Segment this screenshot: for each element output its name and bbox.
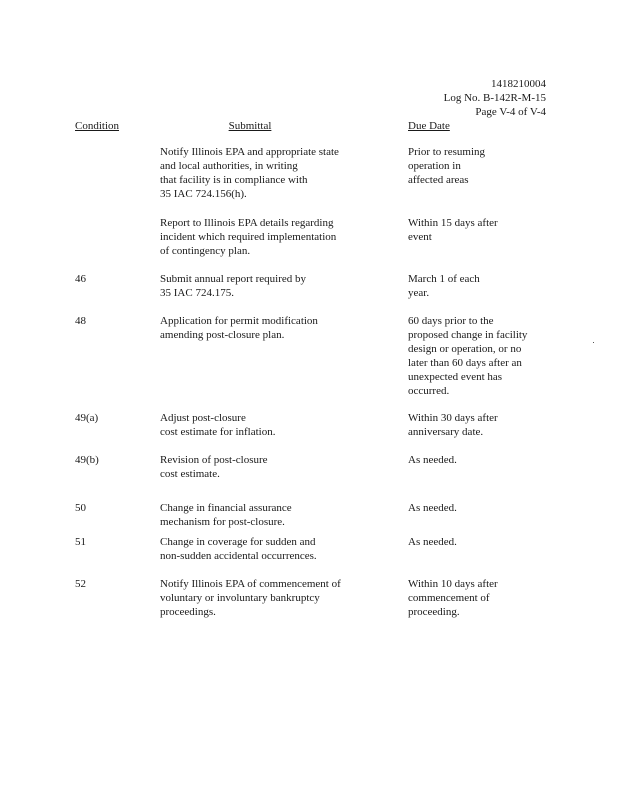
due-date-line: As needed. bbox=[408, 536, 457, 548]
due-date-line: anniversary date. bbox=[408, 426, 484, 438]
submittal-line: Report to Illinois EPA details regarding bbox=[160, 217, 334, 229]
due-date-line: proceeding. bbox=[408, 606, 460, 618]
submittal-line: 35 IAC 724.156(h). bbox=[160, 188, 247, 200]
due-date-line: occurred. bbox=[408, 385, 450, 397]
due-date-line: unexpected event has bbox=[408, 371, 503, 383]
due-date-line: March 1 of each bbox=[408, 273, 480, 285]
submittal-line: proceedings. bbox=[160, 606, 216, 618]
submittal-cell bbox=[160, 453, 380, 481]
due-date-line: As needed. bbox=[408, 502, 457, 514]
due-date-cell bbox=[408, 535, 558, 549]
column-header-due-date: Due Date bbox=[408, 120, 450, 132]
due-date-cell bbox=[408, 453, 558, 467]
condition-cell: 49(b) bbox=[75, 454, 99, 466]
submittal-cell bbox=[160, 501, 380, 529]
condition-cell: 48 bbox=[75, 315, 86, 327]
submittal-line: cost estimate. bbox=[160, 468, 220, 480]
submittal-line: Change in coverage for sudden and bbox=[160, 536, 316, 548]
due-date-line: Within 30 days after bbox=[408, 412, 498, 424]
log-number: Log No. B-142R-M-15 bbox=[443, 92, 546, 104]
due-date-line: Within 15 days after bbox=[408, 217, 498, 229]
due-date-line: Within 10 days after bbox=[408, 578, 498, 590]
due-date-cell bbox=[408, 501, 558, 515]
condition-cell: 50 bbox=[75, 502, 86, 514]
submittal-cell bbox=[160, 535, 380, 563]
submittal-line: amending post-closure plan. bbox=[160, 329, 285, 341]
submittal-line: cost estimate for inflation. bbox=[160, 426, 276, 438]
due-date-line: operation in bbox=[408, 160, 461, 172]
due-date-cell bbox=[408, 272, 558, 300]
due-date-line: proposed change in facility bbox=[408, 329, 528, 341]
due-date-line: year. bbox=[408, 287, 430, 299]
due-date-line: design or operation, or no bbox=[408, 343, 522, 355]
submittal-line: of contingency plan. bbox=[160, 245, 251, 257]
document-id: 1418210004 bbox=[491, 78, 546, 90]
condition-cell: 51 bbox=[75, 536, 86, 548]
due-date-cell bbox=[408, 411, 558, 439]
column-header-submittal: Submittal bbox=[228, 120, 272, 132]
condition-cell: 46 bbox=[75, 273, 86, 285]
submittal-cell bbox=[160, 216, 380, 258]
submittal-line: non-sudden accidental occurrences. bbox=[160, 550, 317, 562]
submittal-line: Revision of post-closure bbox=[160, 454, 268, 466]
due-date-line: 60 days prior to the bbox=[408, 315, 494, 327]
submittal-cell bbox=[160, 272, 380, 300]
submittal-line: mechanism for post-closure. bbox=[160, 516, 285, 528]
submittal-line: Adjust post-closure bbox=[160, 412, 246, 424]
due-date-line: As needed. bbox=[408, 454, 457, 466]
due-date-line: Prior to resuming bbox=[408, 146, 485, 158]
submittal-line: incident which required implementation bbox=[160, 231, 337, 243]
due-date-cell bbox=[408, 145, 558, 187]
submittal-line: Notify Illinois EPA of commencement of bbox=[160, 578, 341, 590]
submittal-cell bbox=[160, 314, 380, 342]
scan-speck bbox=[593, 342, 594, 343]
submittal-cell bbox=[160, 411, 380, 439]
due-date-cell bbox=[408, 577, 558, 619]
due-date-cell bbox=[408, 314, 558, 398]
column-header-condition: Condition bbox=[75, 120, 120, 132]
submittal-line: Submit annual report required by bbox=[160, 273, 307, 285]
submittal-line: and local authorities, in writing bbox=[160, 160, 298, 172]
due-date-line: later than 60 days after an bbox=[408, 357, 522, 369]
due-date-line: affected areas bbox=[408, 174, 469, 186]
submittal-line: Notify Illinois EPA and appropriate state bbox=[160, 146, 339, 158]
due-date-cell bbox=[408, 216, 558, 244]
condition-cell: 52 bbox=[75, 578, 86, 590]
submittal-line: that facility is in compliance with bbox=[160, 174, 308, 186]
submittal-line: 35 IAC 724.175. bbox=[160, 287, 234, 299]
due-date-line: commencement of bbox=[408, 592, 490, 604]
condition-cell: 49(a) bbox=[75, 412, 99, 424]
submittal-cell bbox=[160, 145, 380, 201]
page-header bbox=[444, 77, 546, 119]
submittal-cell bbox=[160, 577, 380, 619]
due-date-line: event bbox=[408, 231, 432, 243]
submittal-line: Change in financial assurance bbox=[160, 502, 292, 514]
page-number: Page V-4 of V-4 bbox=[475, 106, 546, 118]
submittal-line: voluntary or involuntary bankruptcy bbox=[160, 592, 320, 604]
submittal-line: Application for permit modification bbox=[160, 315, 318, 327]
